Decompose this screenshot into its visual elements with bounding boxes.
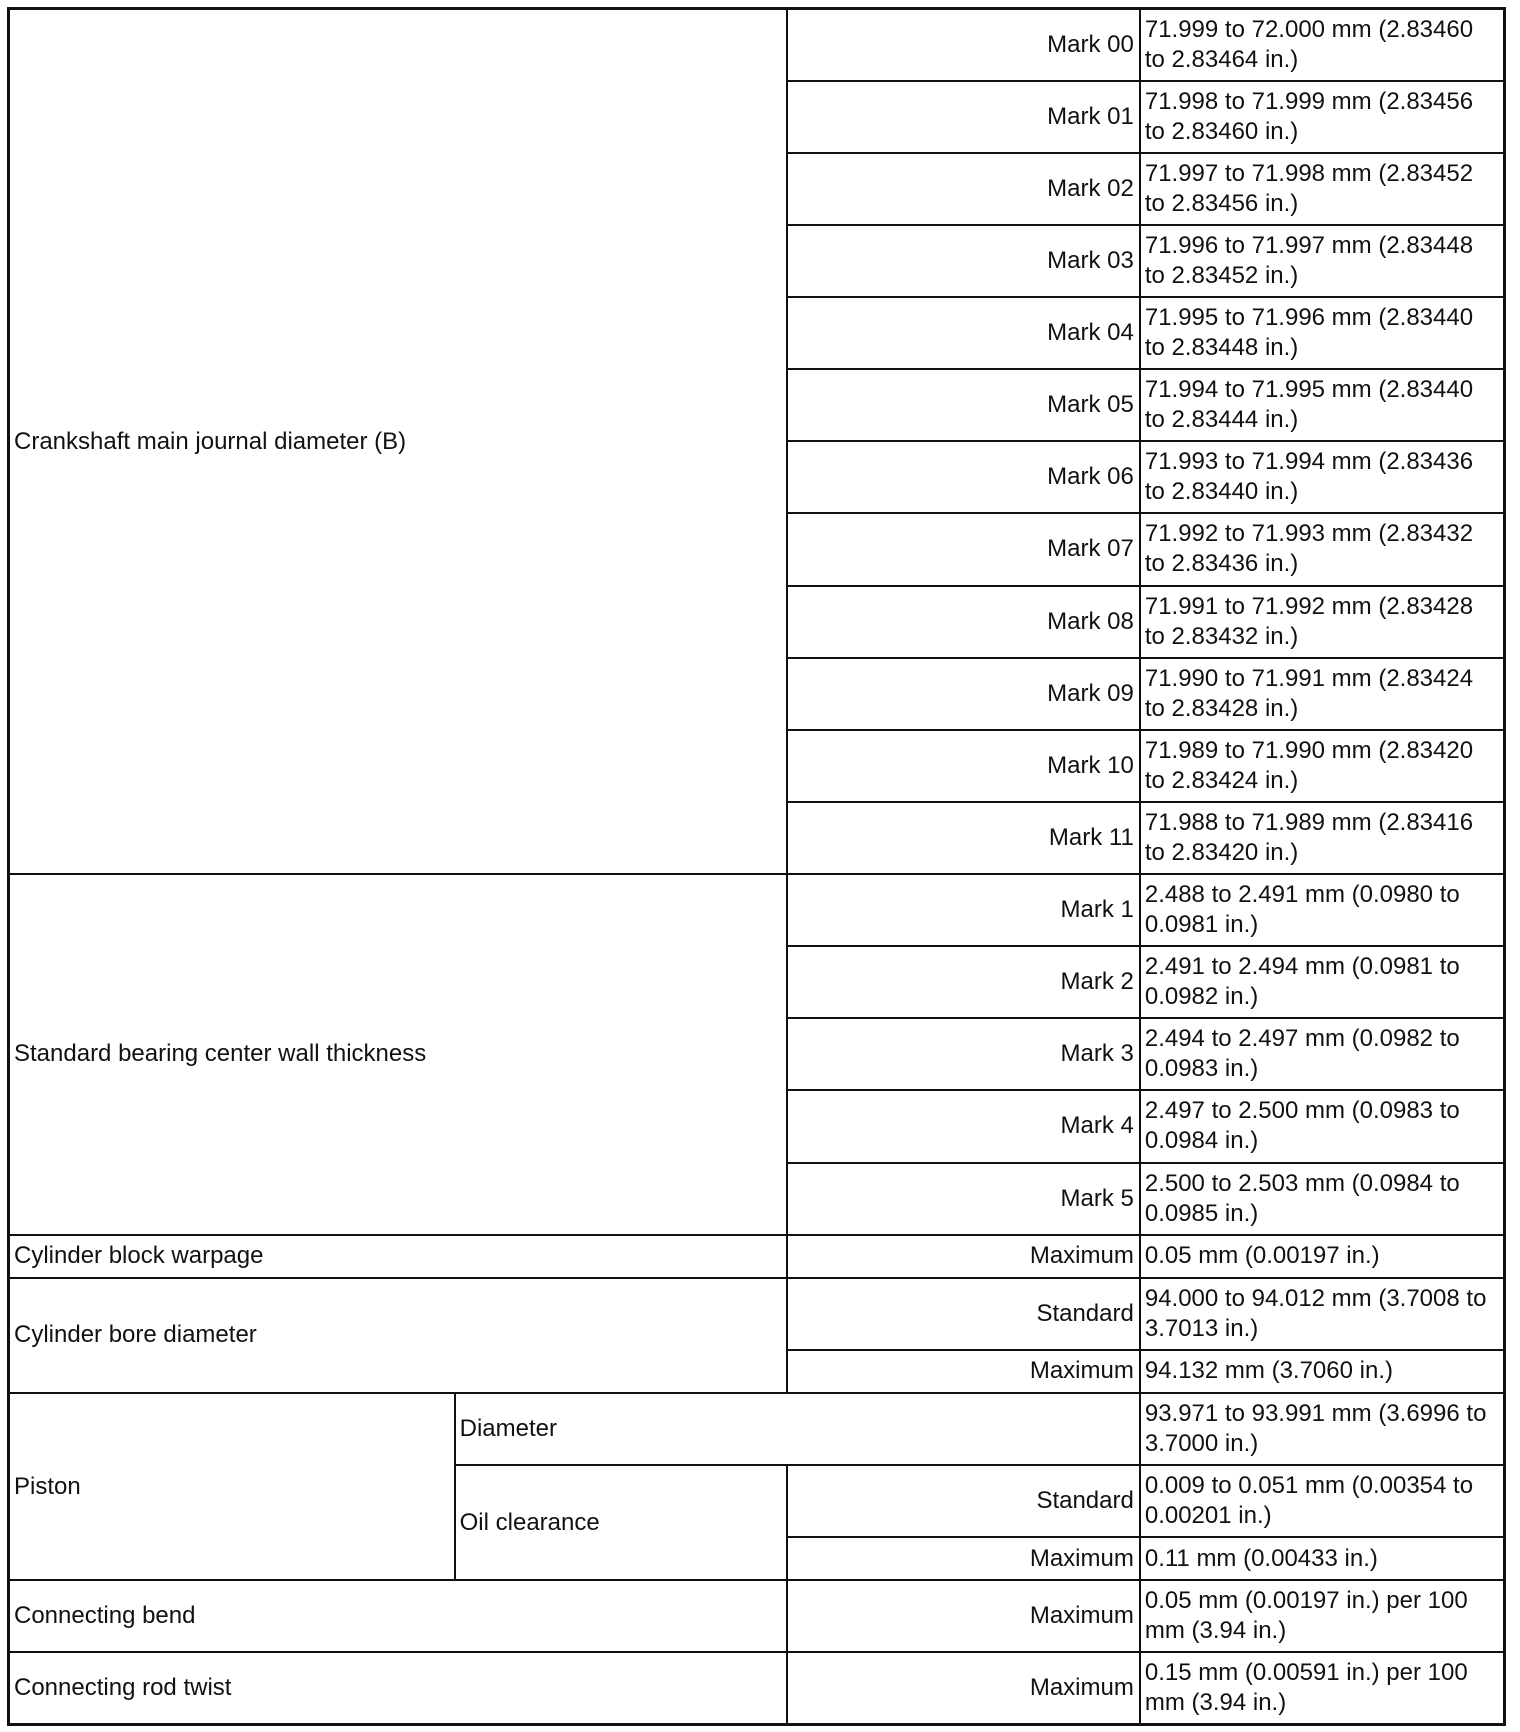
item-label: Piston (9, 1393, 455, 1580)
spec-value: 71.989 to 71.990 mm (2.83420 to 2.83424 in.) (1140, 730, 1505, 802)
spec-value: 71.993 to 71.994 mm (2.83436 to 2.83440 in.) (1140, 441, 1505, 513)
qualifier-label: Mark 05 (787, 369, 1140, 441)
table-row (9, 1652, 1505, 1724)
qualifier-label: Mark 10 (787, 730, 1140, 802)
qualifier-label: Mark 02 (787, 153, 1140, 225)
qualifier-label: Mark 08 (787, 586, 1140, 658)
qualifier-label: Maximum (787, 1537, 1140, 1580)
spec-value: 2.494 to 2.497 mm (0.0982 to 0.0983 in.) (1140, 1018, 1505, 1090)
qualifier-label: Mark 4 (787, 1090, 1140, 1162)
qualifier-label: Mark 1 (787, 874, 1140, 946)
spec-value: 71.994 to 71.995 mm (2.83440 to 2.83444 in.) (1140, 369, 1505, 441)
spec-value: 71.992 to 71.993 mm (2.83432 to 2.83436 in.) (1140, 513, 1505, 585)
qualifier-label: Maximum (787, 1652, 1140, 1724)
qualifier-label: Maximum (787, 1350, 1140, 1393)
qualifier-label: Mark 2 (787, 946, 1140, 1018)
item-label: Cylinder bore diameter (9, 1278, 788, 1393)
qualifier-label: Mark 09 (787, 658, 1140, 730)
spec-value: 0.05 mm (0.00197 in.) (1140, 1235, 1505, 1278)
qualifier-label: Mark 04 (787, 297, 1140, 369)
spec-value: 0.11 mm (0.00433 in.) (1140, 1537, 1505, 1580)
qualifier-label: Mark 03 (787, 225, 1140, 297)
spec-value: 94.000 to 94.012 mm (3.7008 to 3.7013 in.) (1140, 1278, 1505, 1350)
spec-value: 71.997 to 71.998 mm (2.83452 to 2.83456 in.) (1140, 153, 1505, 225)
spec-value: 93.971 to 93.991 mm (3.6996 to 3.7000 in.) (1140, 1393, 1505, 1465)
qualifier-label: Standard (787, 1465, 1140, 1537)
sub-item-label: Diameter (455, 1393, 1140, 1465)
spec-value: 2.497 to 2.500 mm (0.0983 to 0.0984 in.) (1140, 1090, 1505, 1162)
spec-value: 2.500 to 2.503 mm (0.0984 to 0.0985 in.) (1140, 1163, 1505, 1235)
qualifier-label: Mark 01 (787, 81, 1140, 153)
item-label: Connecting rod twist (9, 1652, 788, 1724)
table-row (9, 1393, 1505, 1465)
spec-value: 71.991 to 71.992 mm (2.83428 to 2.83432 in.) (1140, 586, 1505, 658)
table-row (9, 1580, 1505, 1652)
spec-value: 71.998 to 71.999 mm (2.83456 to 2.83460 in.) (1140, 81, 1505, 153)
spec-value: 71.995 to 71.996 mm (2.83440 to 2.83448 in.) (1140, 297, 1505, 369)
spec-value: 71.988 to 71.989 mm (2.83416 to 2.83420 in.) (1140, 802, 1505, 874)
table-row (9, 9, 1505, 81)
spec-value: 0.05 mm (0.00197 in.) per 100 mm (3.94 in.) (1140, 1580, 1505, 1652)
qualifier-label: Standard (787, 1278, 1140, 1350)
qualifier-label: Mark 07 (787, 513, 1140, 585)
item-label: Cylinder block warpage (9, 1235, 788, 1278)
spec-table (7, 7, 1506, 1726)
qualifier-label: Mark 5 (787, 1163, 1140, 1235)
spec-value: 0.15 mm (0.00591 in.) per 100 mm (3.94 in.) (1140, 1652, 1505, 1724)
spec-value: 71.990 to 71.991 mm (2.83424 to 2.83428 in.) (1140, 658, 1505, 730)
spec-value: 2.488 to 2.491 mm (0.0980 to 0.0981 in.) (1140, 874, 1505, 946)
sub-item-label: Oil clearance (455, 1465, 788, 1580)
qualifier-label: Mark 06 (787, 441, 1140, 513)
table-row (9, 1278, 1505, 1350)
spec-value: 0.009 to 0.051 mm (0.00354 to 0.00201 in.) (1140, 1465, 1505, 1537)
spec-value: 2.491 to 2.494 mm (0.0981 to 0.0982 in.) (1140, 946, 1505, 1018)
item-label: Standard bearing center wall thickness (9, 874, 788, 1235)
qualifier-label: Mark 11 (787, 802, 1140, 874)
qualifier-label: Maximum (787, 1580, 1140, 1652)
qualifier-label: Mark 00 (787, 9, 1140, 81)
qualifier-label: Maximum (787, 1235, 1140, 1278)
spec-value: 94.132 mm (3.7060 in.) (1140, 1350, 1505, 1393)
qualifier-label: Mark 3 (787, 1018, 1140, 1090)
item-label: Connecting bend (9, 1580, 788, 1652)
item-label: Crankshaft main journal diameter (B) (9, 9, 788, 875)
table-row (9, 1235, 1505, 1278)
spec-value: 71.999 to 72.000 mm (2.83460 to 2.83464 in.) (1140, 9, 1505, 81)
table-row (9, 874, 1505, 946)
spec-value: 71.996 to 71.997 mm (2.83448 to 2.83452 in.) (1140, 225, 1505, 297)
